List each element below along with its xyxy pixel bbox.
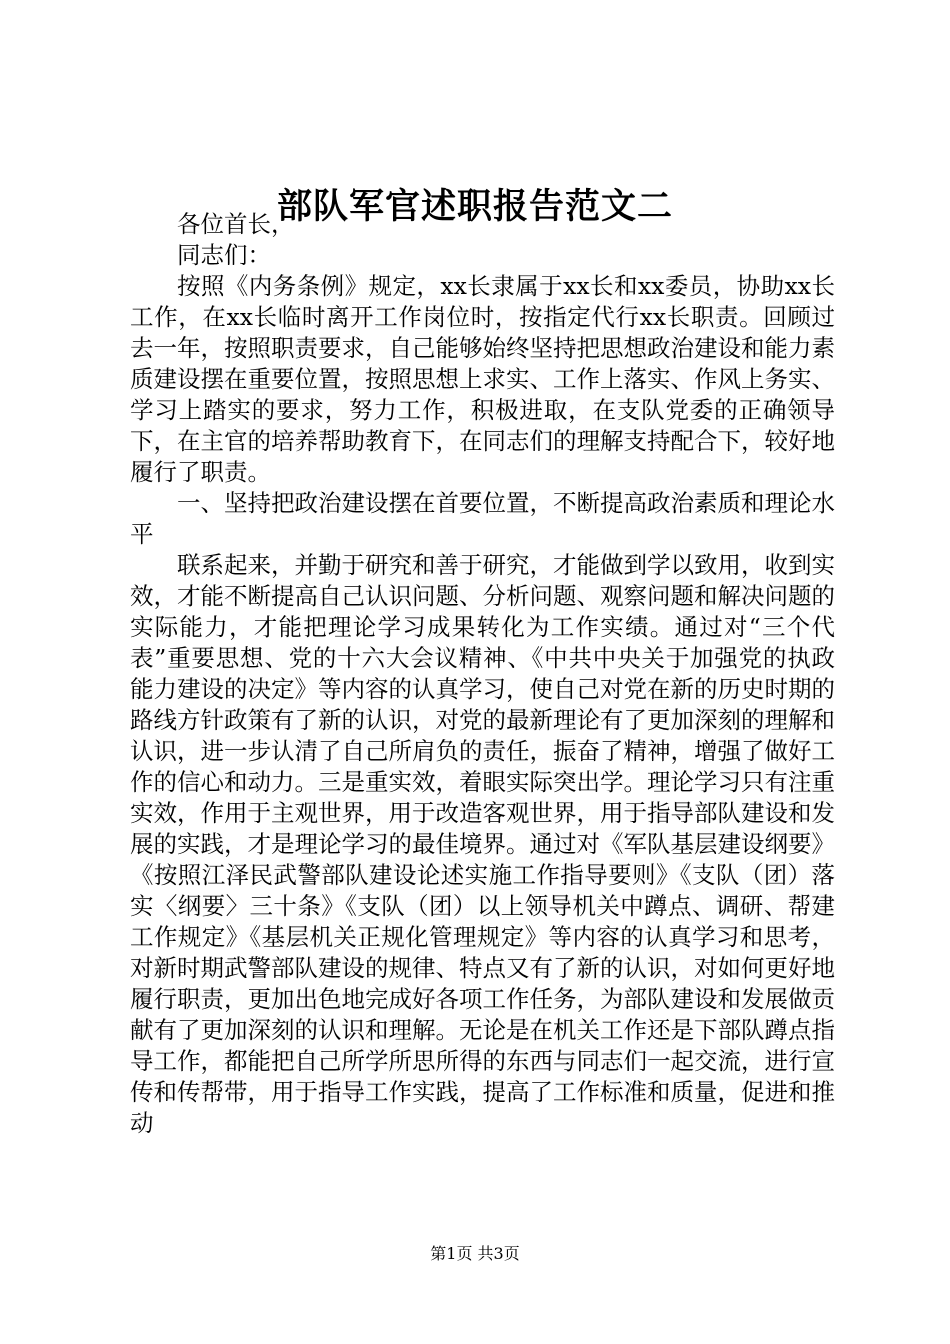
document-title: 部队军官述职报告范文二	[276, 186, 673, 227]
body-paragraph: 联系起来，并勤于研究和善于研究，才能做到学以致用，收到实效，才能不断提高自己认识问题、分析问题、观察问题和解决问题的实际能力，才能把理论学习成果转化为工作实绩。通过对“三个代表”重要思想、党的十六大会议精神、《中共中央关于加强党的执政能力建设的决定》等内容的认真学习，使自己对党在新的历史时期的路线方针政策有了新的认识，对党的最新理论有了更加深刻的理解和认识，进一步认清了自己所肩负的责任，振奋了精神，增强了做好工作的信心和动力。三是重实效，着眼实际突出学。理论学习只有注重实效，作用于主观世界，用于改造客观世界，用于指导部队建设和发展的实践，才是理论学习的最佳境界。通过对《军队基层建设纲要》《按照江泽民武警部队建设论述实施工作指导要则》《支队（团）落实〈纲要〉三十条》《支队（团）以上领导机关中蹲点、调研、帮建工作规定》《基层机关正规化管理规定》等内容的认真学习和思考，对新时期武警部队建设的规律、特点又有了新的认识，对如何更好地履行职责，更加出色地完成好各项工作任务，为部队建设和发展做贡献有了更加深刻的认识和理解。无论是在机关工作还是下部队蹲点指导工作，都能把自己所学所思所得的东西与同志们一起交流，进行宣传和传帮带，用于指导工作实践，提高了工作标准和质量，促进和推动	[130, 551, 835, 1137]
salutation-line: 同志们：	[177, 241, 271, 269]
document-body	[130, 209, 835, 1139]
salutation-line: 各位首长，	[177, 210, 295, 238]
body-paragraph: 按照《内务条例》规定，xx长隶属于xx长和xx委员，协助xx长工作，在xx长临时离开工作岗位时，按指定代行xx长职责。回顾过去一年，按照职责要求，自己能够始终坚持把思想政治建设和能力素质建设摆在重要位置，按照思想上求实、工作上落实、作风上务实、学习上踏实的要求，努力工作，积极进取，在支队党委的正确领导下，在主官的培养帮助教育下，在同志们的理解支持配合下，较好地履行了职责。	[130, 272, 835, 486]
page-footer: 第1页 共3页	[430, 1244, 520, 1263]
section-heading: 一、坚持把政治建设摆在首要位置，不断提高政治素质和理论水平	[130, 489, 835, 548]
